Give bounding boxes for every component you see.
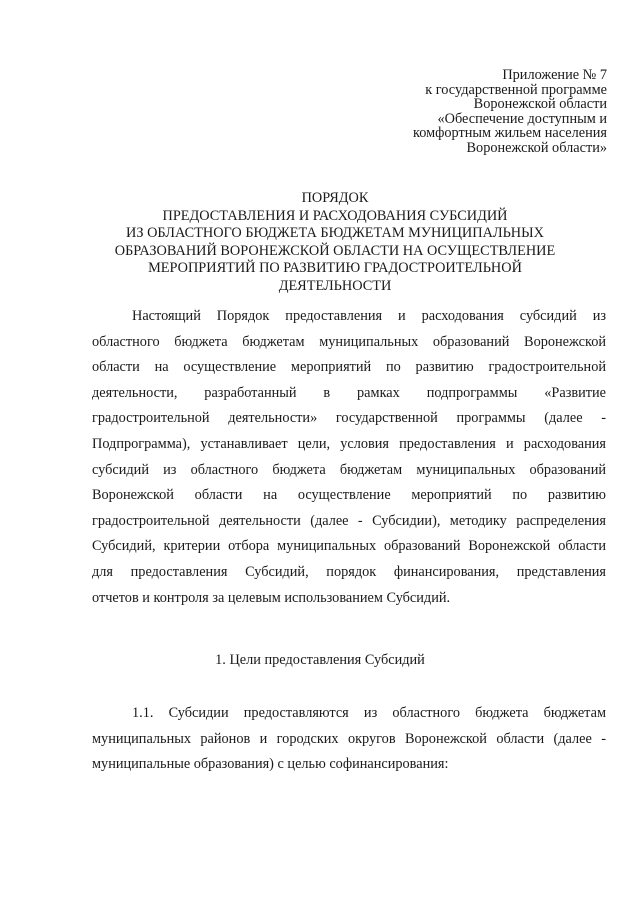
title-line: ПОРЯДОК — [301, 190, 369, 206]
document-title — [80, 190, 590, 296]
paragraph-line: областного бюджета бюджетам муниципальных образований Воронежской — [92, 333, 606, 350]
paragraph-line: отчетов и контроля за целевым использованием Субсидий. — [92, 589, 451, 606]
paragraph-line: для предоставления Субсидий, порядок финансирования, представления — [92, 564, 606, 580]
paragraph-line: муниципальные образования) с целью софинансирования: — [92, 756, 449, 773]
appendix-line: комфортным жильем населения — [412, 125, 607, 142]
paragraph-line: области на осуществление мероприятий по развитию градостроительной — [92, 359, 606, 376]
appendix-line: к государственной программе — [425, 81, 607, 98]
paragraph-line: Подпрограмма), устанавливает цели, условия предоставления и расходования — [92, 436, 606, 452]
appendix-line: Воронежской области — [473, 96, 607, 113]
paragraph-line: муниципальных районов и городских округов Воронежской области (далее - — [92, 730, 606, 747]
appendix-reference — [413, 68, 607, 156]
paragraph-line: градостроительной деятельности (далее - Субсидии), методику распределения — [92, 512, 606, 529]
title-line: ОБРАЗОВАНИЙ ВОРОНЕЖСКОЙ ОБЛАСТИ НА ОСУЩЕСТВЛЕНИЕ — [114, 242, 556, 259]
intro-paragraph — [92, 307, 606, 617]
title-line: ИЗ ОБЛАСТНОГО БЮДЖЕТА БЮДЖЕТАМ МУНИЦИПАЛЬНЫХ — [126, 225, 544, 242]
paragraph-line: 1.1. Субсидии предоставляются из областного бюджета бюджетам — [132, 705, 606, 721]
paragraph-line: Воронежской области на осуществление мероприятий по развитию — [92, 487, 606, 504]
appendix-line: Воронежской области» — [466, 139, 607, 156]
paragraph-line: Настоящий Порядок предоставления и расходования субсидий из — [132, 308, 606, 324]
section-heading: 1. Цели предоставления Субсидий — [215, 652, 425, 668]
appendix-line: «Обеспечение доступным и — [437, 110, 607, 127]
title-line: МЕРОПРИЯТИЙ ПО РАЗВИТИЮ ГРАДОСТРОИТЕЛЬНОЙ — [148, 260, 522, 277]
title-line: ДЕЯТЕЛЬНОСТИ — [278, 277, 392, 294]
clause-1-1-paragraph — [92, 704, 606, 784]
appendix-line: Приложение № 7 — [502, 67, 607, 83]
paragraph-line: градостроительной деятельности» государственной программы (далее - — [92, 410, 606, 427]
paragraph-line: Субсидий, критерии отбора муниципальных образований Воронежской области — [92, 538, 606, 555]
paragraph-line: деятельности, разработанный в рамках подпрограммы «Развитие — [92, 384, 606, 401]
title-line: ПРЕДОСТАВЛЕНИЯ И РАСХОДОВАНИЯ СУБСИДИЙ — [162, 207, 508, 224]
paragraph-line: субсидий из областного бюджета бюджетам муниципальных образований — [92, 461, 606, 478]
